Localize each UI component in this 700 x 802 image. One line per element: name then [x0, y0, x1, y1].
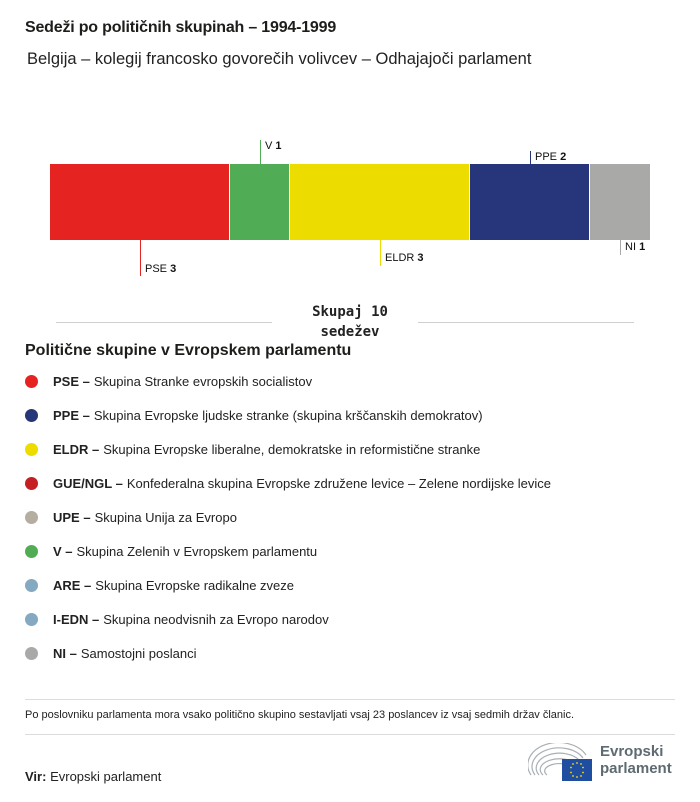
label-v: V 1	[265, 140, 282, 152]
dot-icon	[25, 613, 38, 626]
dot-icon	[25, 545, 38, 558]
dot-icon	[25, 477, 38, 490]
legend-item-ni: NI – Samostojni poslanci	[25, 642, 196, 664]
eldr-leader-line	[380, 240, 381, 266]
pse-leader-line	[140, 240, 141, 276]
bar-segment-ppe	[470, 164, 590, 240]
total-seats: Skupaj 10 sedežev	[312, 304, 388, 340]
dot-icon	[25, 511, 38, 524]
dot-icon	[25, 409, 38, 422]
bar-segment-eldr	[290, 164, 470, 240]
hemicycle-eu-flag-icon	[528, 743, 594, 783]
legend-item-v: V – Skupina Zelenih v Evropskem parlamentu	[25, 540, 317, 562]
dot-icon	[25, 579, 38, 592]
bar-segment-v	[230, 164, 290, 240]
ni-leader-line	[620, 240, 621, 255]
dot-icon	[25, 375, 38, 388]
note-divider-bottom	[25, 734, 675, 735]
chart-title: Sedeži po političnih skupinah – 1994-1999	[25, 19, 337, 36]
total-divider-left	[56, 322, 272, 323]
note-divider-top	[25, 699, 675, 700]
bar-segment-ni	[590, 164, 650, 240]
legend-item-upe: UPE – Skupina Unija za Evropo	[25, 506, 237, 528]
chart-subtitle: Belgija – kolegij francosko govorečih volivcev – Odhajajoči parlament	[27, 50, 532, 68]
label-ni: NI 1	[625, 241, 646, 253]
legend-item-i-edn: I-EDN – Skupina neodvisnih za Evropo narodov	[25, 608, 329, 630]
legend-title: Politične skupine v Evropskem parlamentu	[25, 342, 352, 359]
rules-note: Po poslovniku parlamenta mora vsako politično skupino sestavljati vsaj 23 poslancev iz vsaj sedmih držav članic.	[25, 709, 575, 721]
legend-item-eldr: ELDR – Skupina Evropske liberalne, demokratske in reformistične stranke	[25, 438, 480, 460]
stacked-seat-bar	[50, 164, 650, 240]
legend-item-ppe: PPE – Skupina Evropske ljudske stranke (skupina krščanskih demokratov)	[25, 404, 483, 426]
label-ppe: PPE 2	[535, 151, 567, 163]
source: Vir: Evropski parlament	[25, 769, 162, 784]
v-leader-line	[260, 140, 261, 164]
dot-icon	[25, 443, 38, 456]
bar-segment-pse	[50, 164, 230, 240]
legend-item-are: ARE – Skupina Evropske radikalne zveze	[25, 574, 294, 596]
logo-wordmark: Evropski parlament	[600, 743, 672, 777]
ppe-leader-line	[530, 151, 531, 164]
legend-item-gue-ngl: GUE/NGL – Konfederalna skupina Evropske združene levice – Zelene nordijske levice	[25, 472, 551, 494]
dot-icon	[25, 647, 38, 660]
total-divider-right	[418, 322, 634, 323]
legend-item-pse: PSE – Skupina Stranke evropskih socialistov	[25, 370, 312, 392]
european-parliament-logo	[528, 743, 678, 783]
label-eldr: ELDR 3	[385, 252, 424, 264]
label-pse: PSE 3	[145, 263, 177, 275]
